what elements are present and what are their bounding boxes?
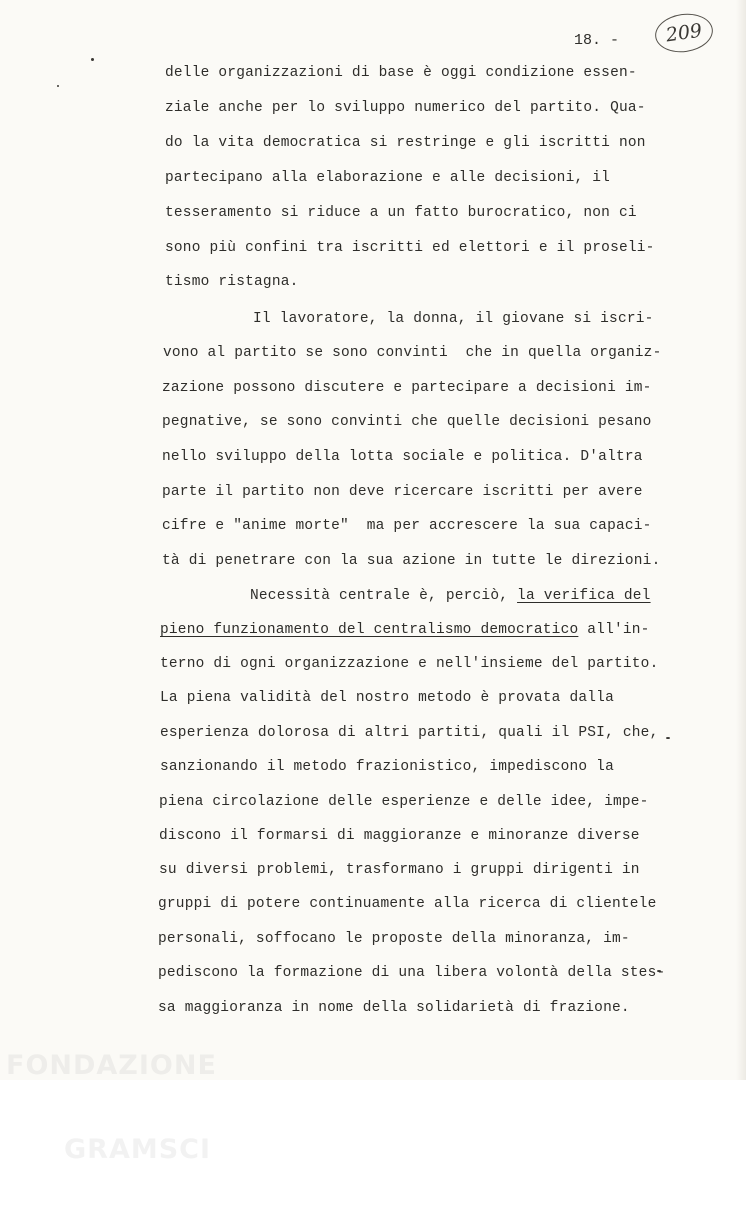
text-segment: Necessità centrale è, perciò, [250,588,518,604]
text-line: zazione possono discutere e partecipare a decisioni im- [162,380,652,396]
text-line: parte il partito non deve ricercare iscritti per avere [162,484,643,500]
text-line: do la vita democratica si restringe e gli iscritti non [165,135,646,151]
watermark-line: GRAMSCI [64,1134,212,1165]
text-line: pediscono la formazione di una libera volontà della stes- [158,965,666,981]
text-line: sa maggioranza in nome della solidarietà di frazione. [158,1000,630,1016]
text-line: tismo ristagna. [165,274,299,290]
text-line: sono più confini tra iscritti ed elettori e il proseli- [165,240,655,256]
archive-stamp-number: 209 [653,10,716,56]
foundation-watermark [6,996,217,1220]
text-line: tesseramento si riduce a un fatto burocratico, non ci [165,205,637,221]
text-segment: all'in- [578,622,650,638]
text-line: Il lavoratore, la donna, il giovane si iscri- [253,311,654,327]
text-line: terno di ogni organizzazione e nell'insieme del partito. [160,656,659,672]
text-line: su diversi problemi, trasformano i gruppi dirigenti in [159,862,640,878]
text-line: nello sviluppo della lotta sociale e politica. D'altra [162,449,643,465]
watermark-line: FONDAZIONE [6,1050,217,1081]
text-line: personali, soffocano le proposte della minoranza, im- [158,931,630,947]
text-line: discono il formarsi di maggioranze e minoranze diverse [159,828,640,844]
text-line-with-underline [250,588,651,604]
underlined-text: pieno funzionamento del centralismo democratico [160,622,579,638]
text-line: sanzionando il metodo frazionistico, impediscono la [160,759,614,775]
text-line: partecipano alla elaborazione e alle decisioni, il [165,170,611,186]
page-number: 18. - [574,32,620,49]
text-line: tà di penetrare con la sua azione in tutte le direzioni. [162,553,661,569]
text-line: piena circolazione delle esperienze e delle idee, impe- [159,794,649,810]
text-line: pegnative, se sono convinti che quelle decisioni pesano [162,414,652,430]
text-line: delle organizzazioni di base è oggi condizione essen- [165,65,637,81]
underlined-text: la verifica del [517,588,651,604]
text-line: ziale anche per lo sviluppo numerico del partito. Qua- [165,100,646,116]
text-line: cifre e "anime morte" ma per accrescere la sua capaci- [162,518,652,534]
text-line: gruppi di potere continuamente alla ricerca di clientele [158,896,657,912]
text-line: vono al partito se sono convinti che in quella organiz- [163,345,662,361]
text-line: esperienza dolorosa di altri partiti, quali il PSI, che, [160,725,659,741]
text-line: La piena validità del nostro metodo è provata dalla [160,690,614,706]
text-line-with-underline [160,622,650,638]
